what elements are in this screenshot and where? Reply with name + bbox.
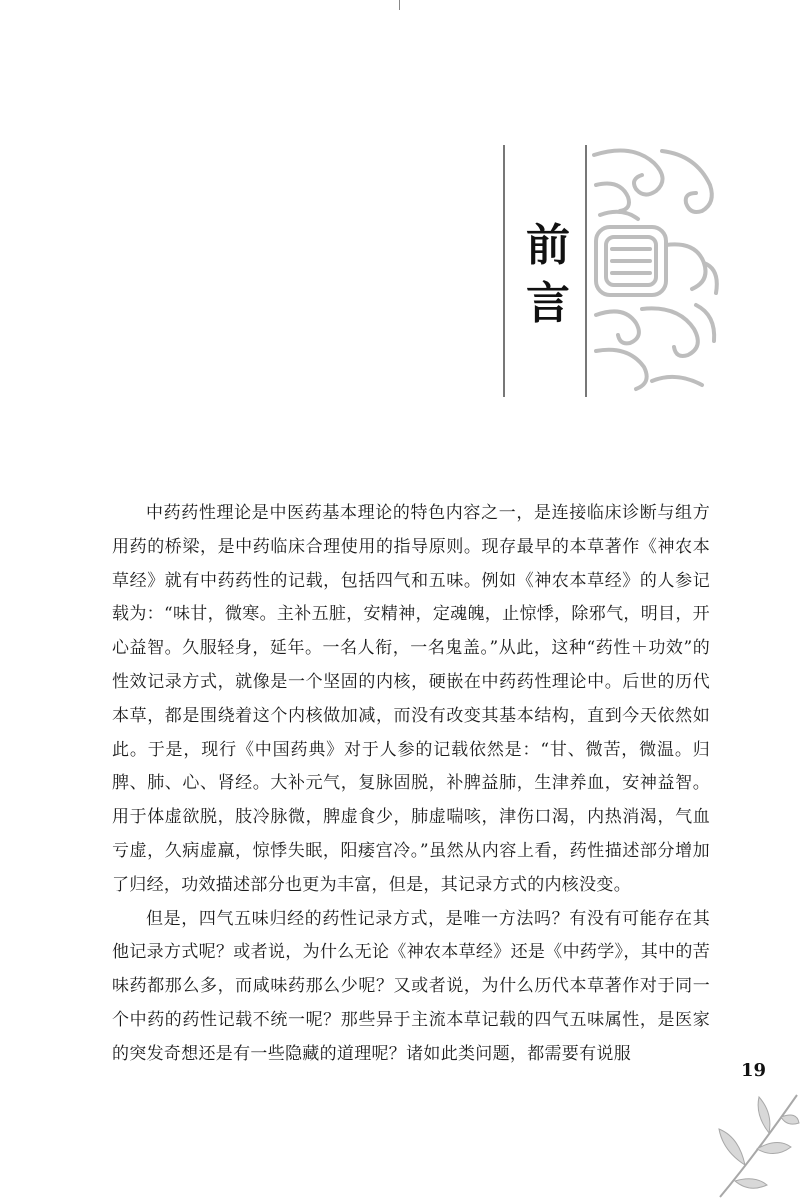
leaf-branch-decoration-icon <box>715 1085 800 1200</box>
paragraph-2: 但是，四气五味归经的药性记录方式，是唯一方法吗？有没有可能存在其他记录方式呢？或者说，为什么无论《神农本草经》还是《中药学》，其中的苦味药都那么多，而咸味药那么少呢？又或者说，为什么历代本草著作对于同一个中药的药性记载不统一呢？那些异于主流本草记载的四气五味属性，是医家的突发奇想还是有一些隐藏的道理呢？诸如此类问题，都需要有说服 <box>112 908 710 1064</box>
title-char-2: 言 <box>526 278 570 329</box>
paragraph-1: 中药药性理论是中医药基本理论的特色内容之一，是连接临床诊断与组方用药的桥梁，是中药临床合理使用的指导原则。现存最早的本草著作《神农本草经》就有中药药性的记载，包括四气和五味。例如《神农本草经》的人参记载为：“味甘，微寒。主补五脏，安精神，定魂魄，止惊悸，除邪气，明目，开心益智。久服轻身，延年。一名人衔，一名鬼盖。”从此，这种“药性＋功效”的性效记录方式，就像是一个坚固的内核，硬嵌在中药药性理论中。后世的历代本草，都是围绕着这个内核做加减，而没有改变其基本结构，直到今天依然如此。于是，现行《中国药典》对于人参的记载依然是：“甘、微苦，微温。归脾、肺、心、肾经。大补元气，复脉固脱，补脾益肺，生津养血，安神益智。用于体虚欲脱，肢冷脉微，脾虚食少，肺虚喘咳，津伤口渴，内热消渴，气血亏虚，久病虚羸，惊悸失眠，阳痿宫冷。”虽然从内容上看，药性描述部分增加了归经，功效描述部分也更为丰富，但是，其记录方式的内核没变。 <box>112 503 710 895</box>
header-rule-left <box>503 145 505 397</box>
chapter-header <box>500 145 730 400</box>
cloud-scroll-ornament-icon <box>592 145 722 397</box>
header-rule-right <box>585 145 587 397</box>
page-number: 19 <box>741 1060 767 1081</box>
title-char-1: 前 <box>526 220 570 271</box>
body-text <box>112 497 710 1072</box>
top-crop-mark <box>399 0 400 10</box>
chapter-title <box>518 217 578 333</box>
